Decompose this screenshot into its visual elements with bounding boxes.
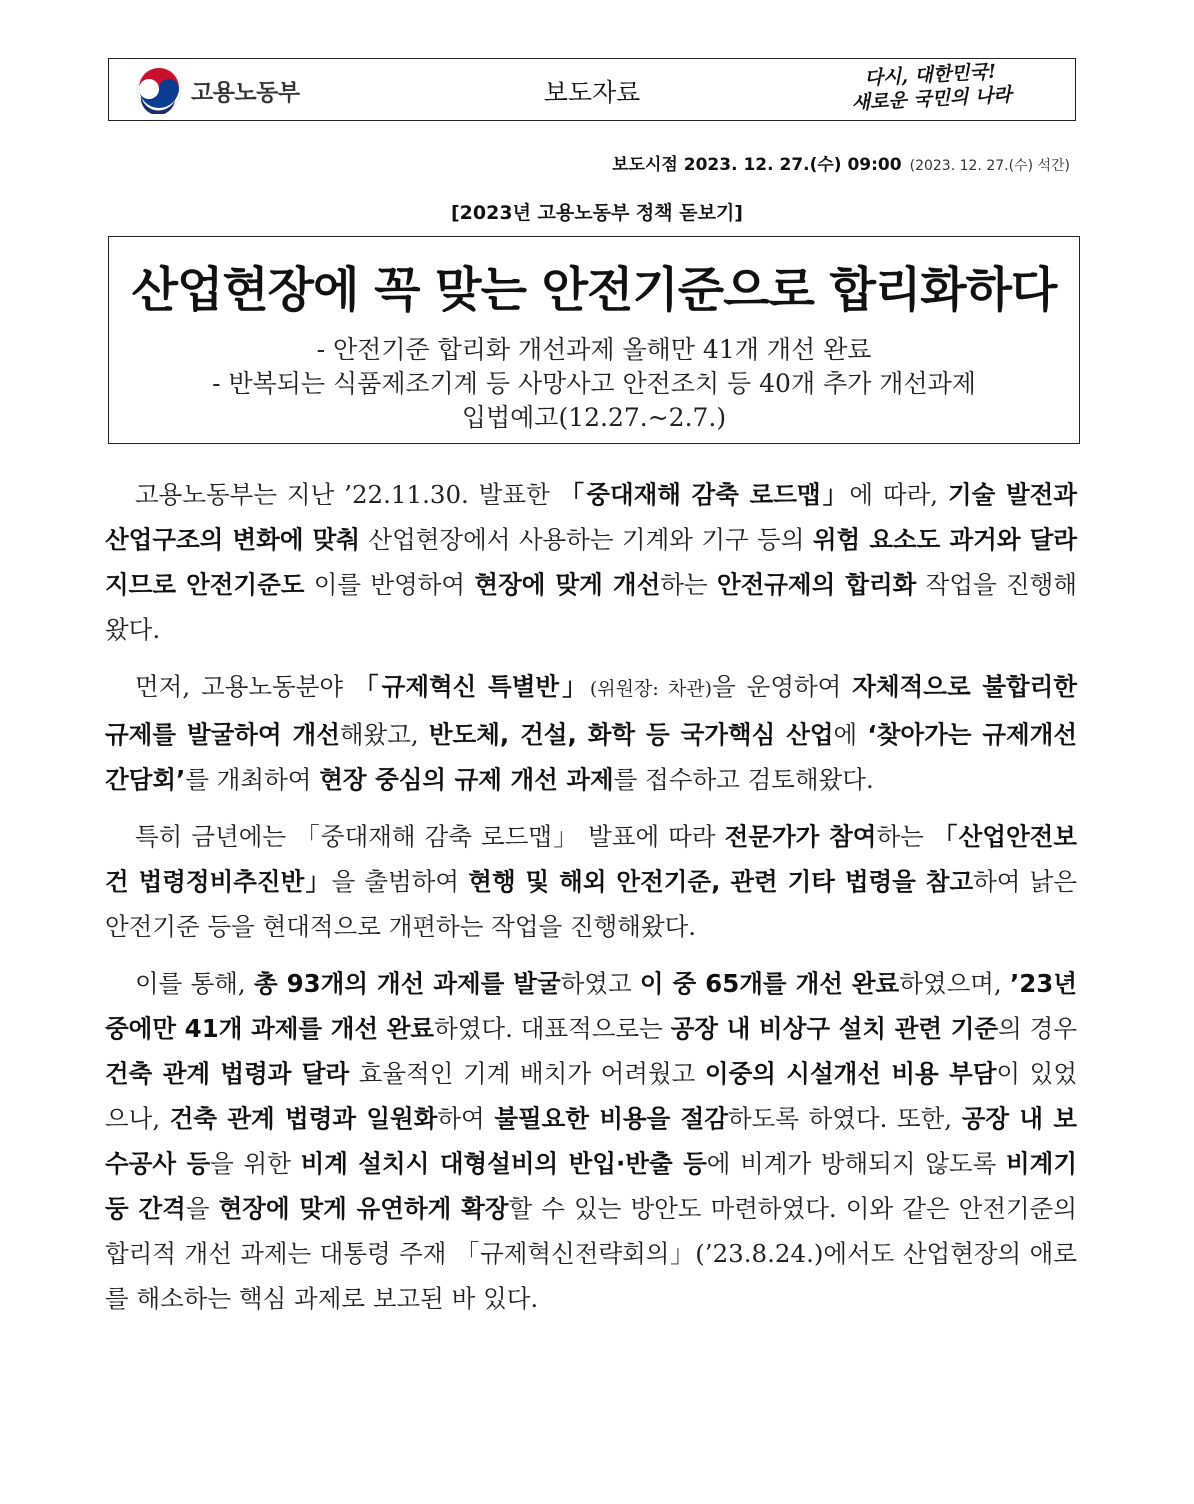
- subheadline: - 안전기준 합리화 개선과제 올해만 41개 개선 완료: [316, 335, 872, 364]
- release-time-main: 보도시점 2023. 12. 27.(수) 09:00: [612, 155, 902, 175]
- emphasis-text: 공장 내 비상구 설치 관련 기준: [670, 1014, 999, 1043]
- body-text-run: 고용노동부는 지난 ’22.11.30. 발표한: [135, 480, 560, 509]
- emphasis-text: 총 93개의 개선 과제를 발굴: [253, 969, 561, 998]
- body-text-run: 를 개최하여: [185, 765, 320, 794]
- body-paragraph: [105, 814, 1077, 949]
- document-type: 보도자료: [543, 78, 641, 107]
- body-text-run: 해왔고,: [339, 720, 429, 749]
- body-text-run: 이를 반영하여: [304, 570, 475, 599]
- emphasis-text: 위험 요소도 과거와 달라지므로 안전기준도: [105, 525, 1077, 599]
- emphasis-text: ’23년 중에만 41개 과제를 개선 완료: [105, 969, 1078, 1043]
- body-text-run: 에 비계가 방해되지 않도록: [706, 1149, 1006, 1178]
- subheadline: 입법예고(12.27.~2.7.): [461, 403, 727, 432]
- emphasis-text: 반도체, 건설, 화학 등 국가핵심 산업: [428, 720, 834, 749]
- release-time-sub: (2023. 12. 27.(수) 석간): [909, 158, 1070, 174]
- emphasis-text: 현장에 맞게 개선: [474, 570, 661, 599]
- emphasis-text: 이 중 65개를 개선 완료: [639, 969, 900, 998]
- body-text-run: 하였고: [560, 969, 640, 998]
- body-text-run: 산업현장에서 사용하는 기계와 기구 등의: [360, 525, 813, 554]
- emphasis-text: ‘찾아가는 규제개선 간담회’: [105, 720, 1078, 794]
- emphasis-text: 「규제혁신 특별반」: [354, 672, 590, 701]
- body-text-run: 의 경우: [998, 1014, 1077, 1043]
- body-text-run: 할 수 있는 방안도 마련하였다. 이와 같은 안전기준의 합리적 개선 과제는 대통령 주재 「규제혁신전략회의」(’23.8.24.)에서도 산업현장의 애로를 해소하는 핵심 과제로 보고된 바 있다.: [105, 1194, 1077, 1313]
- slogan-line-1: 다시, 대한민국!: [864, 60, 997, 90]
- emphasis-text: 「중대재해 감축 로드맵」: [559, 480, 850, 509]
- body-text-run: 하도록 하였다. 또한,: [728, 1104, 962, 1133]
- body-text-run: 을: [185, 1194, 219, 1223]
- emphasis-text: 자체적으로 불합리한 규제를 발굴하여 개선: [105, 672, 1077, 749]
- body-text-run: 이 있었으나,: [105, 1059, 1078, 1133]
- emphasis-text: 건축 관계 법령과 일원화: [169, 1104, 438, 1133]
- body-paragraph: [105, 472, 1077, 652]
- body-text-run: 을 운영하여: [712, 672, 853, 701]
- body-paragraph: [105, 664, 1077, 802]
- body-paragraph: [105, 961, 1077, 1321]
- section-label: [2023년 고용노동부 정책 돋보기]: [451, 202, 743, 224]
- body-text-run: 를 접수하고 검토해왔다.: [613, 765, 874, 794]
- body-text-run: 작업을 진행해왔다.: [105, 570, 1078, 644]
- body-text-run: 하였다. 대표적으로는: [434, 1014, 671, 1043]
- body-text-run: 하여: [437, 1104, 495, 1133]
- emphasis-text: 기술 발전과 산업구조의 변화에 맞춰: [105, 480, 1077, 554]
- subheadline: - 반복되는 식품제조기계 등 사망사고 안전조치 등 40개 추가 개선과제: [212, 369, 976, 398]
- subheadlines: [109, 333, 1079, 435]
- body-text-run: 을 출범하여: [331, 867, 469, 896]
- release-time: [612, 150, 1070, 175]
- emphasis-text: 「산업안전보건 법령정비추진반」: [105, 822, 1077, 896]
- headline-box: [108, 236, 1080, 444]
- emphasis-text: 전문가가 참여: [724, 822, 877, 851]
- body-text-run: 하는: [876, 822, 933, 851]
- body-text-run: 에: [833, 720, 868, 749]
- body-text-run: 이를 통해,: [135, 969, 254, 998]
- body-text-run: 먼저, 고용노동분야: [135, 672, 355, 701]
- ministry-name: 고용노동부: [191, 79, 300, 106]
- emphasis-text: 안전규제의 합리화: [716, 570, 917, 599]
- body-text-run: (위원장: 차관): [589, 678, 713, 700]
- headline: 산업현장에 꼭 맞는 안전기준으로 합리화하다: [131, 262, 1057, 318]
- body-text-run: 을 위한: [210, 1149, 301, 1178]
- emphasis-text: 건축 관계 법령과 달라: [105, 1059, 350, 1088]
- emphasis-text: 현장에 맞게 유연하게 확장: [218, 1194, 509, 1223]
- emphasis-text: 불필요한 비용을 절감: [494, 1104, 728, 1133]
- body-text-run: 하였으며,: [899, 969, 1010, 998]
- body-text-run: 특히 금년에는 「중대재해 감축 로드맵」 발표에 따라: [135, 822, 725, 851]
- body-text-run: 하여 낡은 안전기준 등을 현대적으로 개편하는 작업을 진행해왔다.: [105, 867, 1077, 941]
- emphasis-text: 비계 설치시 대형설비의 반입·반출 등: [300, 1149, 707, 1178]
- emphasis-text: 비계기둥 간격: [105, 1149, 1078, 1223]
- press-release-header: [108, 58, 1076, 121]
- article-body: [105, 472, 1077, 1333]
- emphasis-text: 이중의 시설개선 비용 부담: [704, 1059, 997, 1088]
- body-text-run: 에 따라,: [849, 480, 948, 509]
- emphasis-text: 공장 내 보수공사 등: [105, 1104, 1078, 1178]
- emphasis-text: 현행 및 해외 안전기준, 관련 기타 법령을 참고: [468, 867, 974, 896]
- slogan-line-2: 새로운 국민의 나라: [851, 83, 1013, 115]
- body-text-run: 효율적인 기계 배치가 어려웠고: [349, 1059, 705, 1088]
- body-text-run: 하는: [660, 570, 717, 599]
- emphasis-text: 현장 중심의 규제 개선 과제: [319, 765, 614, 794]
